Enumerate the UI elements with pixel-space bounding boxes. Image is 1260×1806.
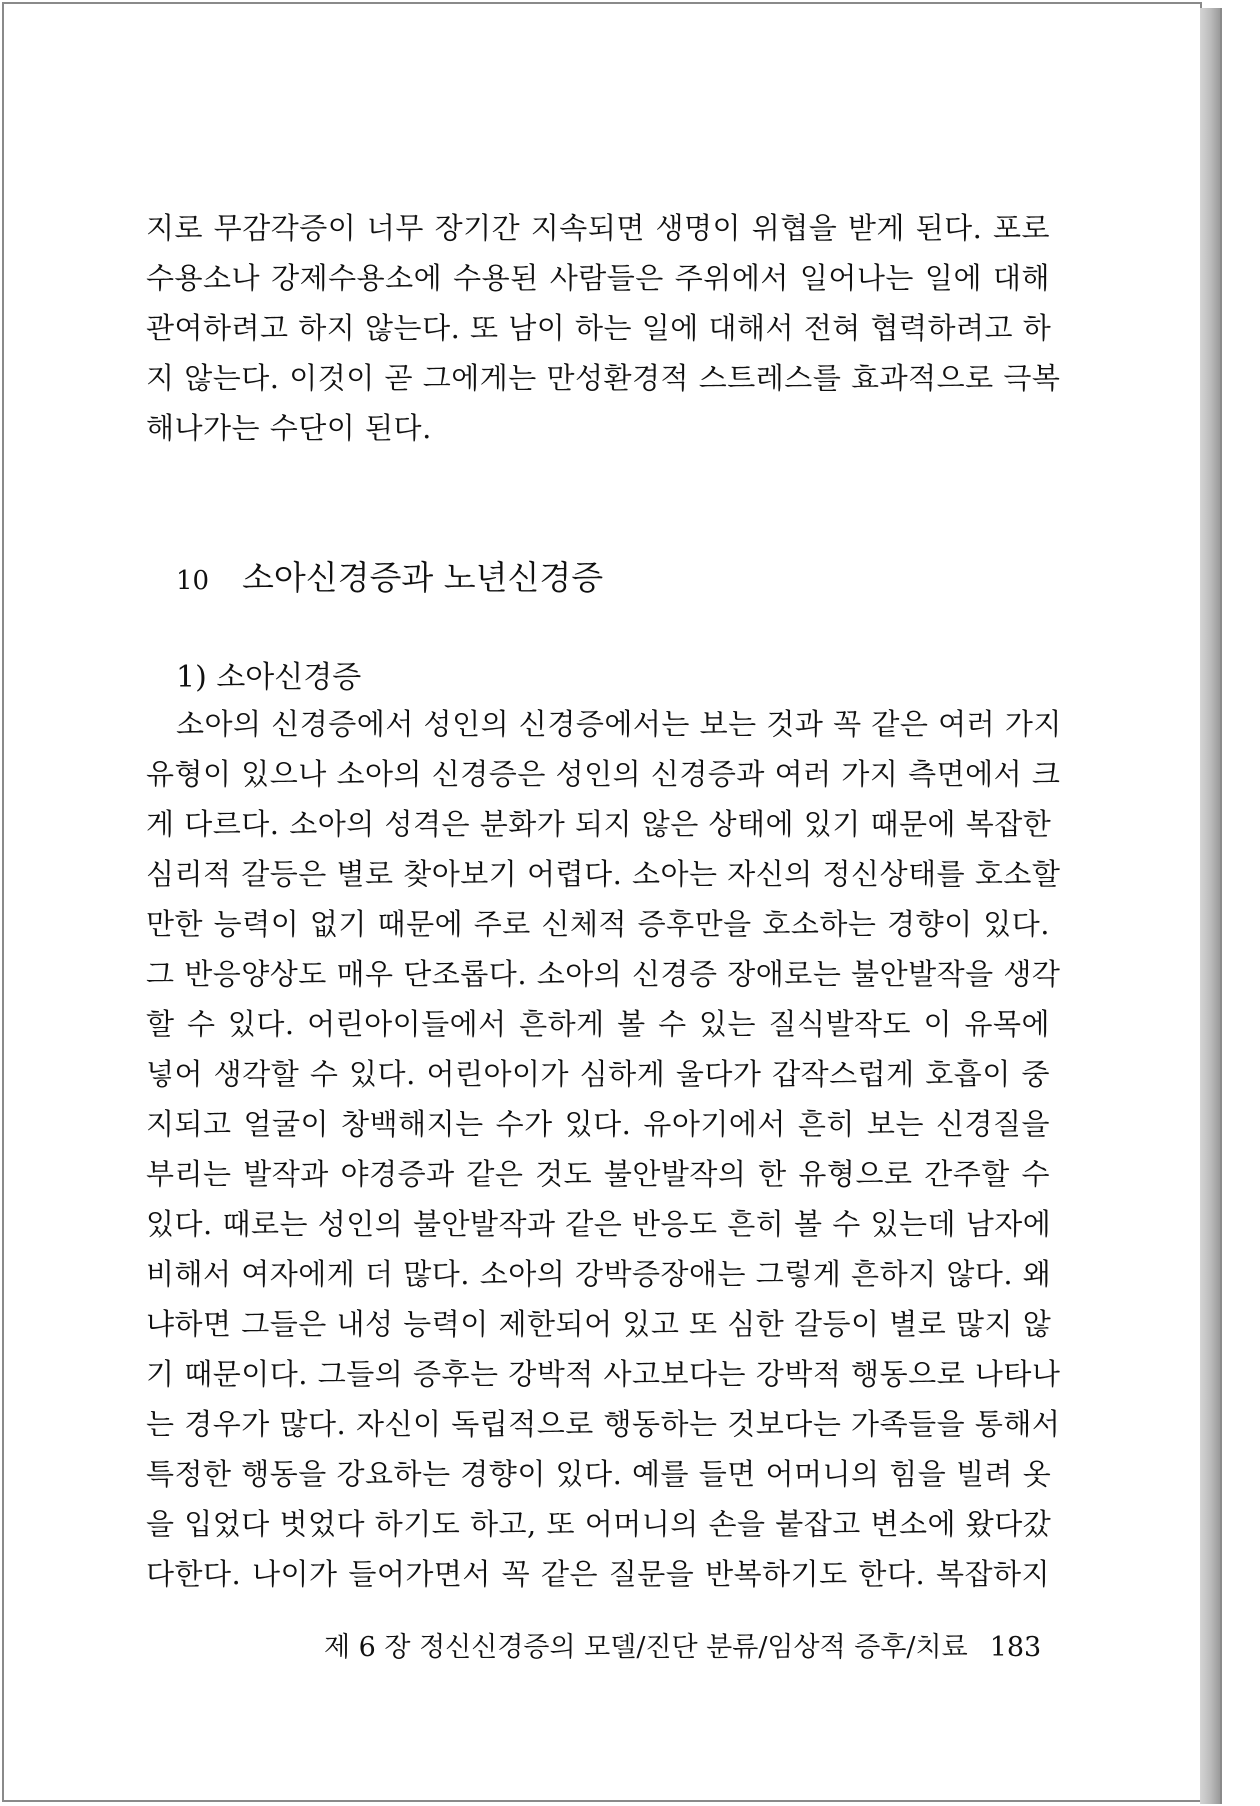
- section-title: 소아신경증과 노년신경증: [242, 558, 604, 597]
- subsection-heading: 1) 소아신경증: [176, 660, 362, 695]
- text-line: 비해서 여자에게 더 많다. 소아의 강박증장애는 그렇게 흔하지 않다. 왜: [146, 1257, 1052, 1291]
- section-heading: [176, 552, 603, 599]
- page-footer: [324, 1625, 1041, 1664]
- text-line: 해나가는 수단이 된다.: [146, 411, 432, 445]
- text-line: 소아의 신경증에서 성인의 신경증에서는 보는 것과 꼭 같은 여러 가지: [176, 707, 1062, 741]
- text-line: 지로 무감각증이 너무 장기간 지속되면 생명이 위협을 받게 된다. 포로: [146, 211, 1050, 245]
- book-page: [2, 2, 1202, 1802]
- running-title: 제 6 장 정신신경증의 모델/진단 분류/임상적 증후/치료: [324, 1632, 968, 1663]
- text-line: 만한 능력이 없기 때문에 주로 신체적 증후만을 호소하는 경향이 있다.: [146, 907, 1050, 941]
- text-line: 부리는 발작과 야경증과 같은 것도 불안발작의 한 유형으로 간주할 수: [146, 1157, 1050, 1191]
- section-number: 10: [176, 566, 210, 596]
- text-line: 그 반응양상도 매우 단조롭다. 소아의 신경증 장애로는 불안발작을 생각: [146, 957, 1061, 991]
- text-line: 심리적 갈등은 별로 찾아보기 어렵다. 소아는 자신의 정신상태를 호소할: [146, 857, 1061, 891]
- text-line: 냐하면 그들은 내성 능력이 제한되어 있고 또 심한 갈등이 별로 많지 않: [146, 1307, 1052, 1341]
- page-number: 183: [989, 1632, 1042, 1663]
- paragraph-2: [146, 699, 1062, 1599]
- text-line: 유형이 있으나 소아의 신경증은 성인의 신경증과 여러 가지 측면에서 크: [146, 757, 1061, 791]
- text-line: 다한다. 나이가 들어가면서 꼭 같은 질문을 반복하기도 한다. 복잡하지: [146, 1557, 1050, 1591]
- paragraph-1: [146, 203, 1061, 453]
- text-line: 관여하려고 하지 않는다. 또 남이 하는 일에 대해서 전혀 협력하려고 하: [146, 311, 1052, 345]
- text-line: 특정한 행동을 강요하는 경향이 있다. 예를 들면 어머니의 힘을 빌려 옷: [146, 1457, 1052, 1491]
- text-line: 는 경우가 많다. 자신이 독립적으로 행동하는 것보다는 가족들을 통해서: [146, 1407, 1061, 1441]
- text-line: 을 입었다 벗었다 하기도 하고, 또 어머니의 손을 붙잡고 변소에 왔다갔: [146, 1507, 1052, 1541]
- text-line: 넣어 생각할 수 있다. 어린아이가 심하게 울다가 갑작스럽게 호흡이 중: [146, 1057, 1050, 1091]
- page-stack-edge: [1200, 8, 1222, 1804]
- text-line: 지 않는다. 이것이 곧 그에게는 만성환경적 스트레스를 효과적으로 극복: [146, 361, 1061, 395]
- text-line: 게 다르다. 소아의 성격은 분화가 되지 않은 상태에 있기 때문에 복잡한: [146, 807, 1052, 841]
- text-line: 있다. 때로는 성인의 불안발작과 같은 반응도 흔히 볼 수 있는데 남자에: [146, 1207, 1052, 1241]
- text-line: 할 수 있다. 어린아이들에서 흔하게 볼 수 있는 질식발작도 이 유목에: [146, 1007, 1050, 1041]
- text-line: 수용소나 강제수용소에 수용된 사람들은 주위에서 일어나는 일에 대해: [146, 261, 1050, 295]
- text-line: 지되고 얼굴이 창백해지는 수가 있다. 유아기에서 흔히 보는 신경질을: [146, 1107, 1050, 1141]
- text-line: 기 때문이다. 그들의 증후는 강박적 사고보다는 강박적 행동으로 나타나: [146, 1357, 1061, 1391]
